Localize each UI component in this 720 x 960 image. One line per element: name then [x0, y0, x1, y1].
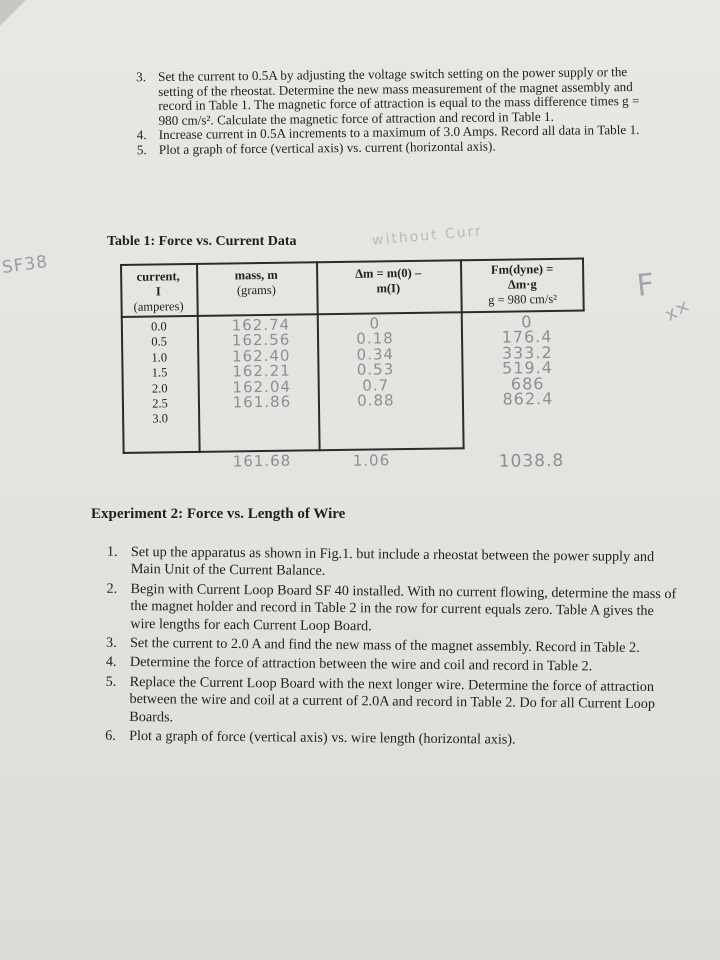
header-line: Fm(dyne) =	[490, 261, 554, 277]
procedure-step	[105, 673, 677, 731]
step-text: Begin with Current Loop Board SF 40 installed. With no current flowing, determine the mass of the magnet holder and record in Table 2 in the row for current equals zero. Table A gives the wire lengths for each Current Loop Board.	[130, 580, 677, 634]
margin-note-sf38: SF38	[0, 251, 50, 279]
step-text: Plot a graph of force (vertical axis) vs. wire length (horizontal axis).	[129, 728, 516, 748]
force-cell: 333.2	[501, 342, 553, 363]
current-cell: 1.5	[151, 365, 168, 380]
header-line: g = 980 cm/s²	[488, 291, 558, 307]
header-line: I	[155, 284, 161, 299]
step-number: 1.	[106, 543, 118, 560]
experiment2-heading: Experiment 2: Force vs. Length of Wire	[91, 506, 346, 522]
margin-note-x: x×	[661, 295, 695, 326]
page-corner-fold	[0, 0, 26, 26]
header-line: Δm·g	[507, 277, 537, 292]
current-cell: 0.5	[151, 334, 168, 349]
step-number: 2.	[106, 580, 118, 597]
step-text: Plot a graph of force (vertical axis) vs. current (horizontal axis).	[158, 138, 496, 157]
margin-note-without-current: without Curr	[371, 223, 484, 249]
procedure-step	[135, 64, 659, 129]
step-number: 3.	[105, 634, 117, 651]
current-cell: 0.0	[150, 319, 167, 334]
handwritten-mass-column	[219, 317, 304, 411]
step-number: 5.	[136, 142, 147, 158]
current-cell: 1.0	[151, 350, 168, 365]
table-border-bottom	[123, 447, 465, 453]
header-delta-m	[316, 265, 460, 297]
procedure-step	[136, 138, 659, 158]
header-force	[460, 262, 585, 309]
step-number: 4.	[136, 127, 147, 143]
procedure-list-1	[135, 64, 659, 158]
current-cell: 2.5	[152, 396, 168, 411]
dm-cell: 0.34	[356, 344, 395, 364]
mass-cell: 161.86	[232, 392, 292, 412]
dm-cell: 0.18	[356, 329, 394, 349]
margin-note-f: F	[635, 267, 657, 304]
force-cell: 519.4	[501, 358, 554, 378]
dm-cell: 0	[369, 314, 381, 333]
header-line: (amperes)	[133, 299, 184, 314]
table1-caption: Table 1: Force vs. Current Data	[107, 234, 297, 249]
force-cell: 686	[510, 373, 545, 394]
handwritten-force-column	[487, 314, 568, 408]
header-mass	[196, 267, 316, 299]
force-cell: 0	[521, 312, 533, 332]
mass-cell: 162.74	[231, 315, 291, 335]
step-text: Increase current in 0.5A increments to a maximum of 3.0 Amps. Record all data in Table 1.	[158, 122, 640, 143]
step-text: Set the current to 0.5A by adjusting the voltage switch setting on the power supply or the setting of the rheostat. Determine the new mass measurement of the magnet assembly and record in Table 1. The magnetic force of attraction is equal to the mass difference times g = 980 cm/s². Calculate the magnetic force of attraction and record in Table 1.	[157, 64, 640, 128]
header-line: m(I)	[376, 281, 401, 296]
step-text: Set the current to 2.0 A and find the new mass of the magnet assembly. Record in Table 2.	[129, 635, 640, 656]
mass-cell: 162.40	[231, 346, 291, 366]
step-number: 4.	[105, 654, 117, 671]
procedure-list-2	[105, 543, 679, 753]
dm-cell: 0.7	[362, 375, 390, 395]
table1-force-vs-current	[120, 258, 587, 472]
step-number: 5.	[105, 673, 117, 690]
header-line: mass, m	[234, 267, 278, 283]
procedure-step	[106, 580, 678, 638]
dm-extra-value: 1.06	[352, 451, 391, 470]
header-current	[120, 269, 197, 315]
force-cell: 862.4	[502, 388, 554, 409]
step-text: Replace the Current Loop Board with the next longer wire. Determine the force of attraction between the wire and coil at a current of 2.0A and record in Table 2. Do for all Current Loop Boards.	[129, 673, 656, 726]
header-line: Δm = m(0) –	[355, 265, 422, 281]
header-line: current,	[136, 269, 180, 284]
header-line: (grams)	[236, 282, 276, 298]
handwritten-dm-column	[335, 316, 416, 410]
current-values	[121, 319, 198, 428]
mass-cell: 162.04	[232, 377, 292, 397]
force-cell: 176.4	[501, 327, 553, 348]
step-number: 6.	[105, 727, 116, 744]
mass-cell: 162.56	[231, 331, 291, 350]
step-text: Set up the apparatus as shown in Fig.1. but include a rheostat between the power supply and Main Unit of the Current Balance.	[130, 544, 655, 580]
mass-extra-value: 161.68	[232, 451, 292, 471]
procedure-step	[106, 543, 679, 584]
mass-cell: 162.21	[232, 361, 291, 381]
dm-cell: 0.53	[356, 360, 395, 379]
current-cell: 2.0	[151, 380, 168, 396]
force-extra-value: 1038.8	[498, 450, 565, 472]
dm-cell: 0.88	[357, 391, 395, 410]
step-number: 3.	[135, 69, 147, 85]
current-cell: 3.0	[152, 411, 169, 427]
procedure-step	[105, 727, 677, 751]
step-text: Determine the force of attraction between the wire and coil and record in Table 2.	[129, 654, 593, 675]
